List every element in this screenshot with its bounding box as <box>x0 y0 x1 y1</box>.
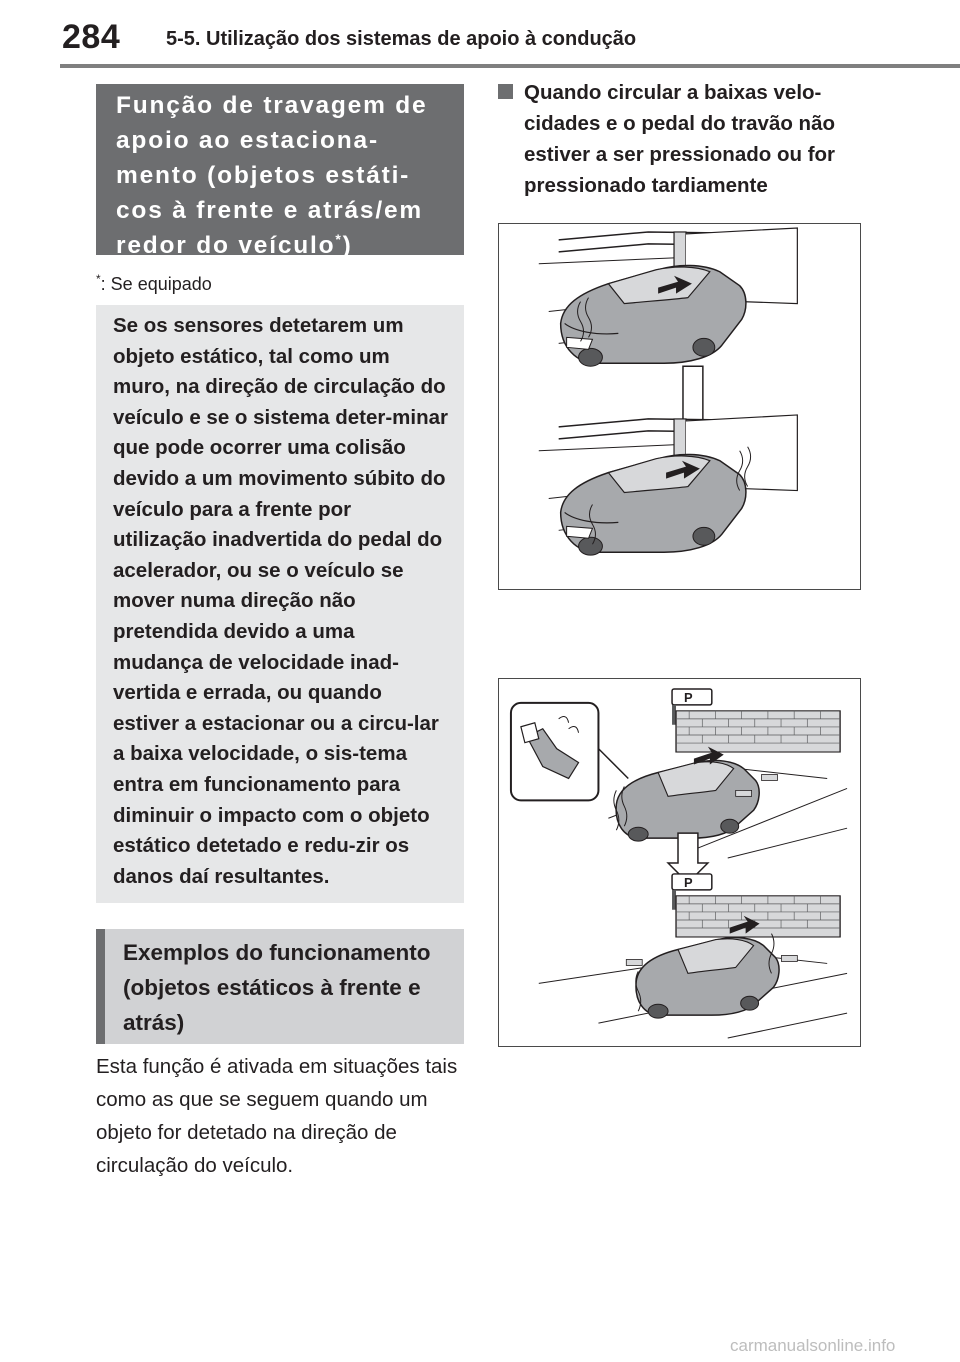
illustration-low-speed-svg <box>499 224 860 589</box>
footnote <box>96 272 464 295</box>
footnote-text: : Se equipado <box>100 274 212 294</box>
illustration-accelerator-parking <box>498 678 861 1047</box>
parking-sign-text: P <box>683 689 693 705</box>
section-heading-close: ) <box>342 232 353 259</box>
header-rule <box>60 64 960 68</box>
description-box: Se os sensores detetarem um objeto estático, tal como um muro, na direção de circulação do veículo e se o sistema deter-minar que pode ocorrer uma colisão devido a um movimento súbito do veículo para a frente por utilização inadvertida do pedal do acelerador, ou se o veículo se mover numa direção não pretendida devido a uma mudança de velocidade inad-vertida e errada, ou quando estiver a estacionar ou a circu-lar a baixa velocidade, o sis-tema entra em funcionamento para diminuir o impacto com o objeto estático detetado e redu-zir os danos daí resultantes. <box>96 305 464 903</box>
square-bullet-icon <box>498 84 513 99</box>
footnote-asterisk: * <box>96 272 101 286</box>
illustration-low-speed-wall <box>498 223 861 590</box>
watermark: carmanualsonline.info <box>730 1336 896 1355</box>
section-title: 5-5. Utilização dos sistemas de apoio à condução <box>166 28 637 50</box>
parking-sign-text: P <box>683 874 693 890</box>
section-heading <box>96 84 464 259</box>
page-number: 284 <box>62 18 121 56</box>
section-heading-asterisk: * <box>335 230 343 247</box>
examples-heading: Exemplos do funcionamento (objetos estáticos à frente e atrás) <box>96 929 464 1044</box>
section-heading-text: Função de travagem de apoio ao estaciona-mento (objetos estáti-cos à frente e atrás/em redor do veículo <box>116 92 428 259</box>
examples-intro-text: Esta função é ativada em situações tais como as que se seguem quando um objeto for detetado na direção de circulação do veículo. <box>96 1055 458 1177</box>
bullet-low-speed <box>498 77 862 201</box>
bullet-low-speed-text: Quando circular a baixas velo-cidades e o pedal do travão não estiver a ser pressionado ou for pressionado tardiamente <box>524 81 836 197</box>
illustration-accelerator-svg <box>499 679 860 1046</box>
